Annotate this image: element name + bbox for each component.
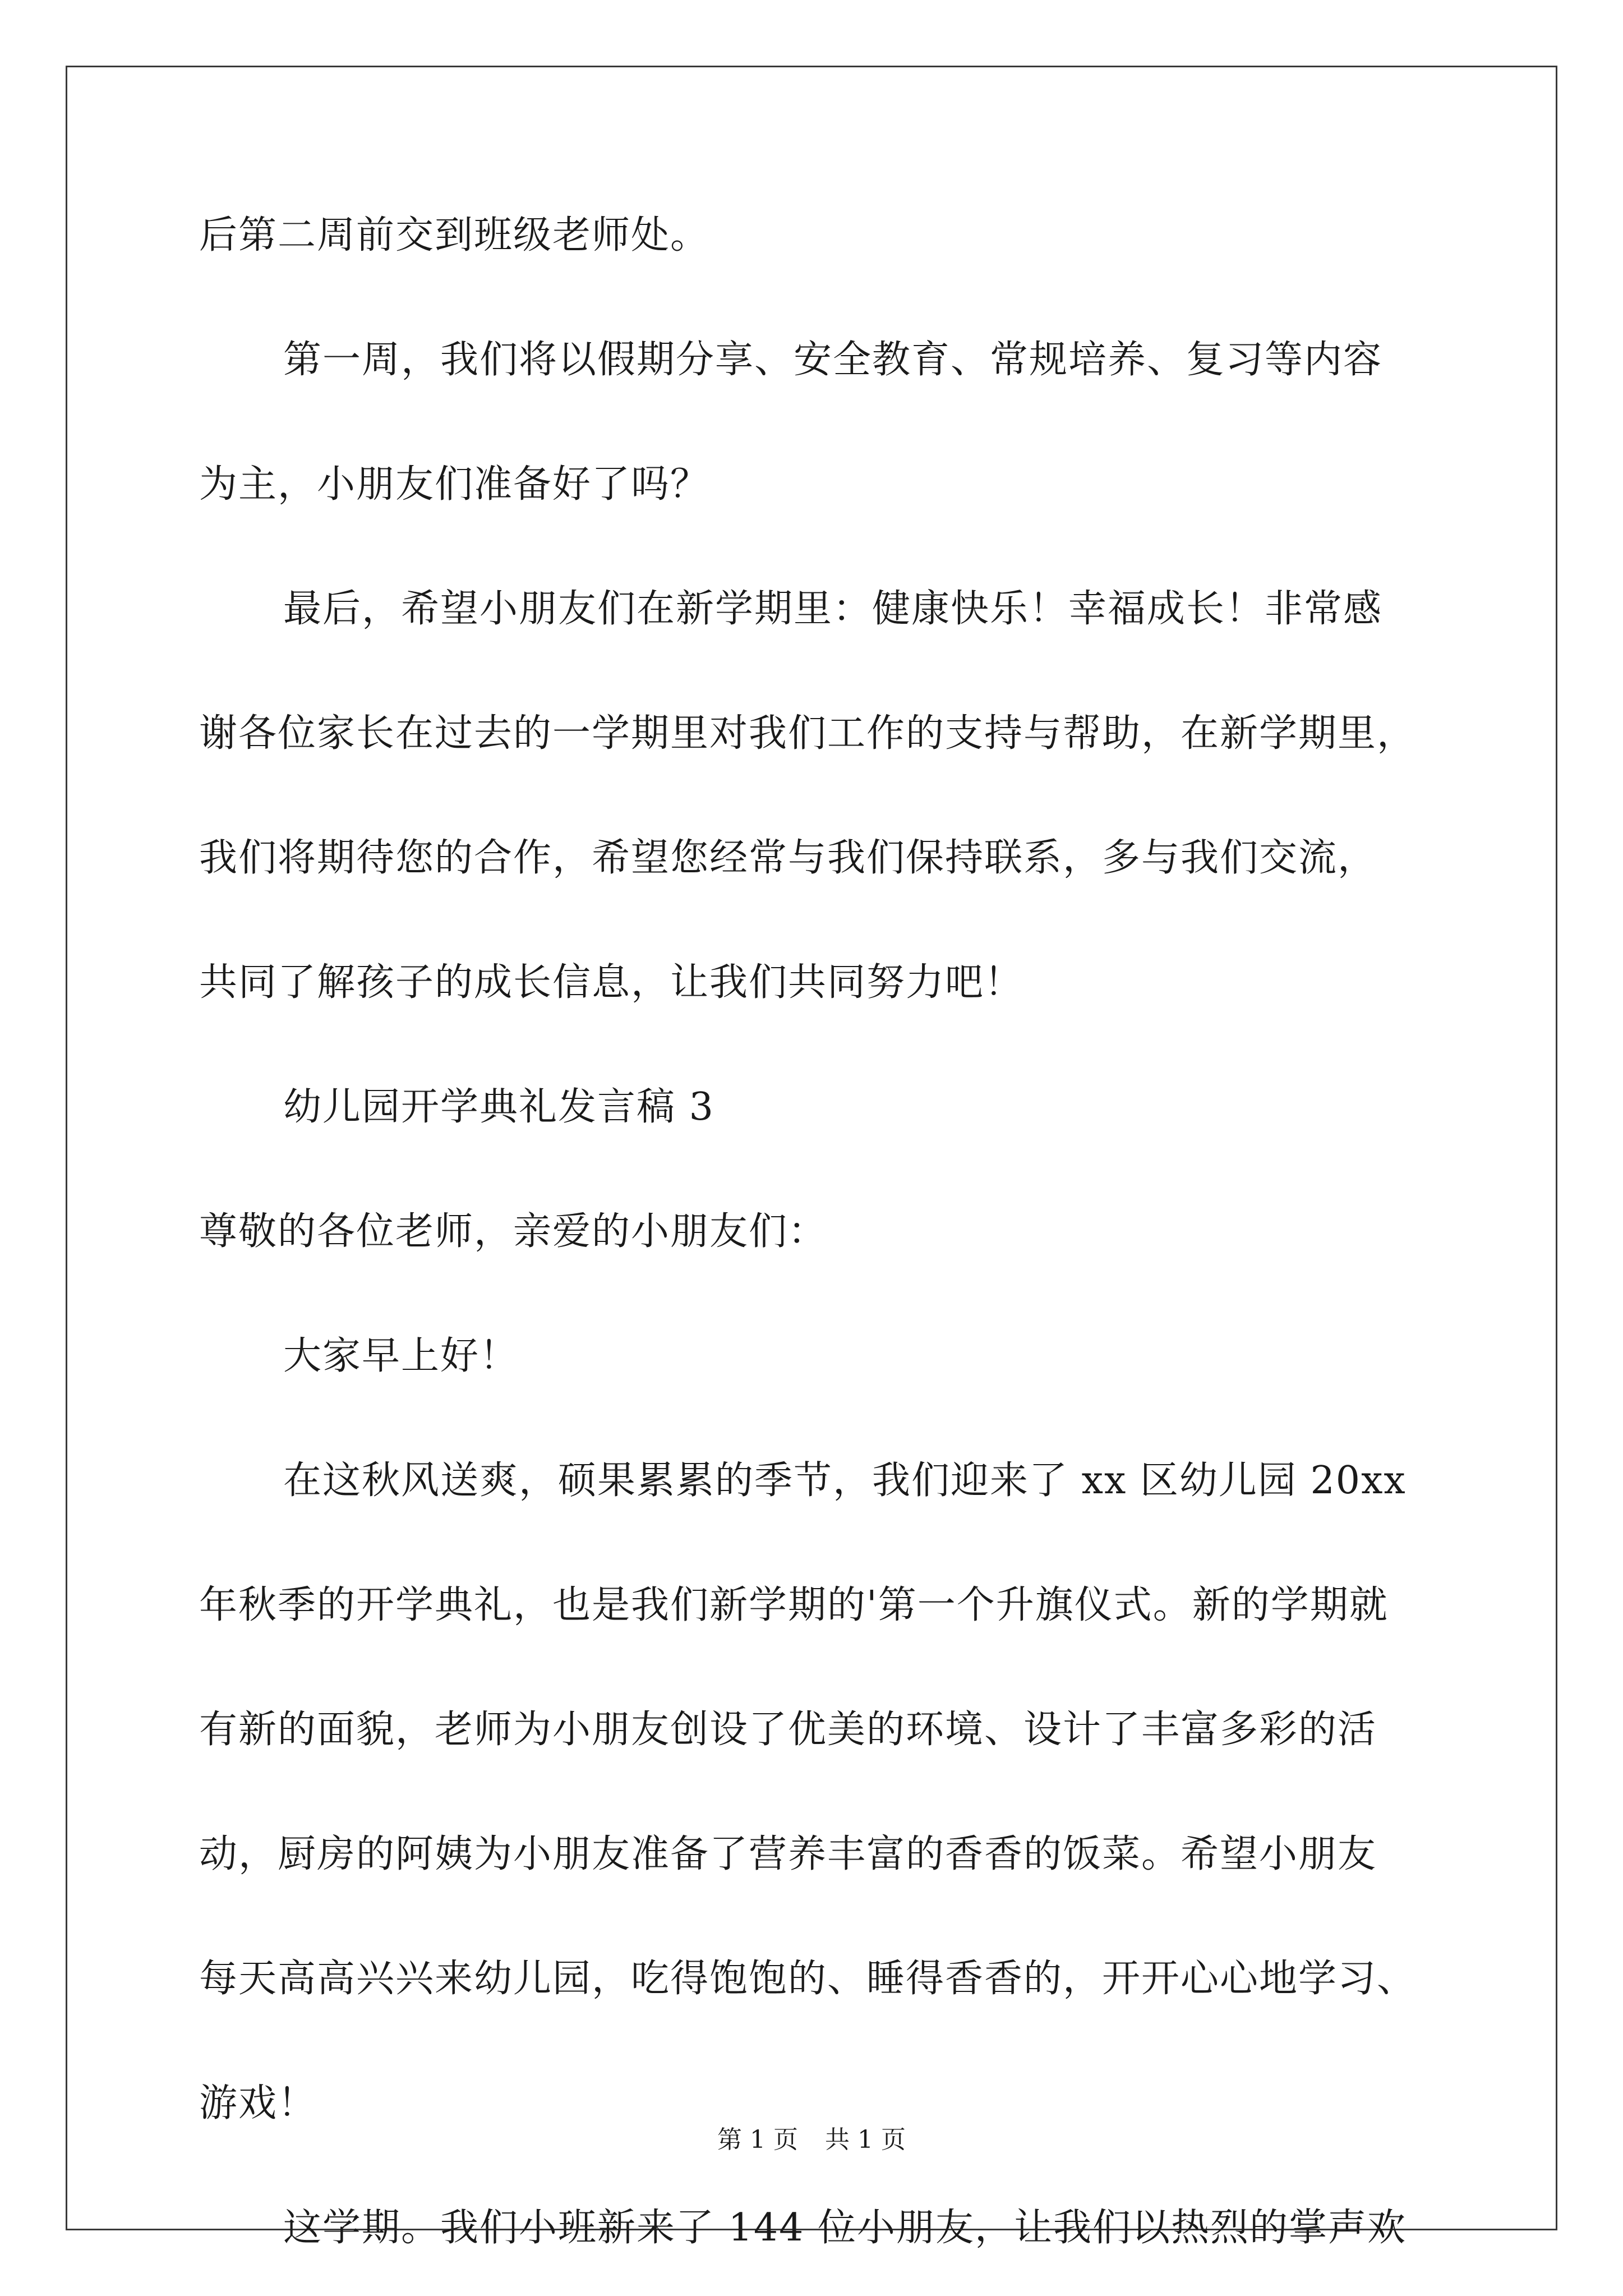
text-line: 有新的面貌，老师为小朋友创设了优美的环境、设计了丰富多彩的活 [199,1708,1377,1752]
page-footer [0,2123,1623,2157]
text-line: 后第二周前交到班级老师处。 [199,213,710,257]
text-line: 年秋季的开学典礼，也是我们新学期的'第一个升旗仪式。新的学期就 [199,1583,1389,1627]
page-number: 第 1 页 [717,2125,798,2154]
salutation: 尊敬的各位老师，亲爱的小朋友们： [199,1209,828,1254]
page-total: 共 1 页 [825,2125,906,2154]
text-line: 共同了解孩子的成长信息，让我们共同努力吧！ [199,960,1024,1005]
greeting: 大家早上好！ [283,1334,519,1378]
text-line: 第一周，我们将以假期分享、安全教育、常规培养、复习等内容 [283,338,1383,382]
page-border [66,66,1557,2230]
text-line: 谢各位家长在过去的一学期里对我们工作的支持与帮助，在新学期里， [199,711,1417,756]
text-line: 这学期。我们小班新来了 144 位小朋友，让我们以热烈的掌声欢 [283,2206,1407,2250]
text-line: 每天高高兴兴来幼儿园，吃得饱饱的、睡得香香的，开开心心地学习、 [199,1957,1417,2001]
text-line: 游戏！ [199,2081,317,2125]
text-line: 动，厨房的阿姨为小朋友准备了营养丰富的香香的饭菜。希望小朋友 [199,1832,1377,1876]
text-line: 为主，小朋友们准备好了吗？ [199,462,710,507]
text-line: 我们将期待您的合作，希望您经常与我们保持联系，多与我们交流， [199,836,1377,880]
text-line: 最后，希望小朋友们在新学期里：健康快乐！幸福成长！非常感 [283,587,1383,631]
section-heading: 幼儿园开学典礼发言稿 3 [283,1085,714,1129]
text-line: 在这秋风送爽，硕果累累的季节，我们迎来了 xx 区幼儿园 20xx [283,1458,1407,1503]
